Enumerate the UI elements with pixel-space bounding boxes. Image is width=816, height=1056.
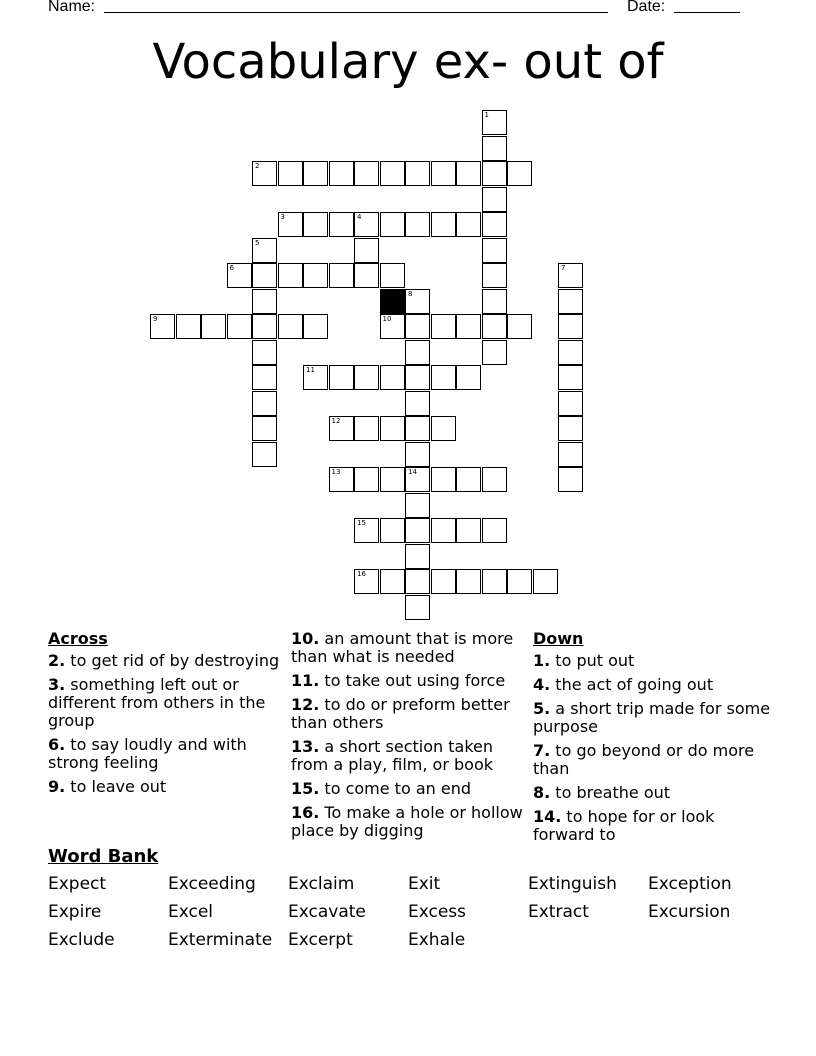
clue-number: 5. [533,699,551,718]
clue-number: 13. [291,737,320,756]
grid-cell[interactable] [354,212,379,237]
word-bank-word: Excursion [648,902,731,922]
word-bank-word: Excel [168,902,214,922]
clue [533,808,773,844]
cell-number: 13 [331,468,341,476]
grid-cell[interactable] [380,416,405,441]
word-bank-row [48,930,768,958]
clue-number: 8. [533,783,551,802]
grid-cell[interactable] [354,365,379,390]
clue [291,630,523,666]
clue-number: 7. [533,741,551,760]
clue-text: to breathe out [550,783,671,802]
grid-cell[interactable] [252,238,277,263]
grid-cell[interactable] [380,161,405,186]
grid-cell[interactable] [329,416,354,441]
down-heading: Down [533,629,584,648]
cell-number: 16 [357,570,366,578]
grid-cell[interactable] [405,595,430,620]
down-column [533,630,773,850]
clue-number: 11. [291,671,320,690]
grid-cell[interactable] [456,365,481,390]
grid-cell[interactable] [354,569,379,594]
word-bank-title: Word Bank [48,846,159,867]
clue [533,676,773,694]
cell-number: 7 [561,264,566,272]
clue-number: 6. [48,735,66,754]
clue [533,742,773,778]
grid-cell[interactable] [252,314,277,339]
clue-number: 10. [291,629,320,648]
grid-cell[interactable] [482,136,507,161]
clue-text: a short section taken from a play, film, or book [291,737,493,774]
grid-cell[interactable] [354,161,379,186]
clue-number: 16. [291,803,320,822]
cell-number: 9 [153,315,158,323]
grid-cell[interactable] [456,314,481,339]
grid-cell[interactable] [278,212,303,237]
clue [291,696,523,732]
clue [48,778,280,796]
grid-cell[interactable] [558,289,583,314]
grid-cell[interactable] [380,518,405,543]
page-title: Vocabulary ex- out of [152,34,664,90]
grid-cell[interactable] [558,467,583,492]
grid-cell[interactable] [482,467,507,492]
grid-cell[interactable] [354,416,379,441]
grid-cell[interactable] [405,365,430,390]
word-bank-row [48,874,768,902]
clue-text: the act of going out [550,675,714,694]
across-column-2 [291,630,523,846]
cell-number: 14 [408,468,417,476]
across-column-1 [48,630,280,802]
grid-cell[interactable] [456,518,481,543]
grid-cell[interactable] [252,289,277,314]
grid-cell[interactable] [278,161,303,186]
word-bank-word: Exterminate [168,930,273,950]
grid-cell[interactable] [380,569,405,594]
clue [291,804,523,840]
clue-number: 15. [291,779,320,798]
grid-cell[interactable] [329,467,354,492]
clue-text: to do or preform better than others [291,695,510,732]
clue-number: 14. [533,807,562,826]
grid-cell[interactable] [405,416,430,441]
grid-cell[interactable] [482,518,507,543]
grid-cell[interactable] [482,238,507,263]
grid-cell[interactable] [380,314,405,339]
grid-cell[interactable] [354,238,379,263]
clue [291,738,523,774]
grid-cell[interactable] [456,212,481,237]
grid-cell[interactable] [405,314,430,339]
cell-number: 8 [408,289,413,298]
clue-text: to come to an end [319,779,471,798]
grid-cell[interactable] [558,442,583,467]
date-label: Date: [627,0,666,15]
word-bank-word: Exception [648,874,732,894]
grid-cell[interactable] [405,493,430,518]
grid-cell[interactable] [507,161,532,186]
grid-block [380,289,405,314]
grid-cell[interactable] [303,365,328,390]
grid-cell[interactable] [558,365,583,390]
grid-cell[interactable] [431,314,456,339]
cell-number: 3 [280,213,285,221]
word-bank-row [48,902,768,930]
grid-cell[interactable] [431,569,456,594]
clue [48,736,280,772]
clue-text: to get rid of by destroying [65,651,280,670]
clue-text: to leave out [65,777,167,796]
across-heading: Across [48,629,108,648]
word-bank-word: Exclaim [288,874,355,894]
clue [533,700,773,736]
grid-cell[interactable] [482,569,507,594]
grid-cell[interactable] [252,340,277,365]
clue-number: 1. [533,651,551,670]
grid-cell[interactable] [482,110,507,135]
word-bank-word: Exclude [48,930,115,950]
grid-cell[interactable] [405,442,430,467]
clue-text: something left out or different from others in the group [48,675,266,730]
word-bank-word: Exit [408,874,441,894]
word-bank-word: Excavate [288,902,366,922]
clue-text: to go beyond or do more than [533,741,755,778]
grid-cell[interactable] [227,314,252,339]
grid-cell[interactable] [354,263,379,288]
grid-cell[interactable] [431,467,456,492]
grid-cell[interactable] [482,263,507,288]
grid-cell[interactable] [303,161,328,186]
name-label: Name: [48,0,96,15]
grid-cell[interactable] [354,518,379,543]
grid-cell[interactable] [405,518,430,543]
grid-cell[interactable] [329,212,354,237]
grid-cell[interactable] [558,416,583,441]
grid-cell[interactable] [405,569,430,594]
grid-cell[interactable] [405,391,430,416]
grid-cell[interactable] [558,263,583,288]
grid-cell[interactable] [176,314,201,339]
grid-cell[interactable] [354,467,379,492]
grid-cell[interactable] [405,161,430,186]
clue-number: 2. [48,651,66,670]
grid-cell[interactable] [380,365,405,390]
grid-cell[interactable] [456,569,481,594]
clue [291,780,523,798]
grid-cell[interactable] [431,212,456,237]
word-bank-word: Extract [528,902,589,922]
grid-cell[interactable] [431,416,456,441]
word-bank-word: Excess [408,902,467,922]
grid-cell[interactable] [380,212,405,237]
grid-cell[interactable] [252,391,277,416]
grid-cell[interactable] [482,289,507,314]
grid-cell[interactable] [482,187,507,212]
word-bank [48,874,768,958]
clue [533,652,773,670]
grid-cell[interactable] [431,161,456,186]
grid-cell[interactable] [558,314,583,339]
cell-number: 6 [229,264,234,272]
grid-cell[interactable] [252,263,277,288]
clue-number: 12. [291,695,320,714]
clue-text: to put out [550,651,635,670]
clue-text: an amount that is more than what is needed [291,629,514,666]
cell-number: 4 [357,213,362,221]
clue [48,676,280,730]
clue-text: a short trip made for some purpose [533,699,771,736]
grid-cell[interactable] [405,212,430,237]
clue [533,784,773,802]
grid-cell[interactable] [329,263,354,288]
grid-cell[interactable] [227,263,252,288]
grid-cell[interactable] [482,212,507,237]
grid-cell[interactable] [558,340,583,365]
grid-cell[interactable] [405,289,430,314]
clue-text: to say loudly and with strong feeling [48,735,247,772]
clue-number: 4. [533,675,551,694]
cell-number: 2 [255,162,260,170]
grid-cell[interactable] [482,161,507,186]
grid-cell[interactable] [405,544,430,569]
grid-cell[interactable] [456,467,481,492]
cell-number: 10 [382,315,392,323]
grid-cell[interactable] [329,365,354,390]
clue-text: to hope for or look forward to [533,807,715,844]
grid-cell[interactable] [405,467,430,492]
clue-text: to take out using force [319,671,506,690]
clue-text: To make a hole or hollow place by digging [291,803,523,840]
word-bank-word: Extinguish [528,874,617,894]
grid-cell[interactable] [201,314,226,339]
word-bank-word: Exhale [408,930,466,950]
word-bank-word: Excerpt [288,930,353,950]
grid-cell[interactable] [150,314,175,339]
grid-cell[interactable] [482,340,507,365]
grid-cell[interactable] [329,161,354,186]
grid-cell[interactable] [380,263,405,288]
cell-number: 1 [484,111,489,119]
clue-number: 9. [48,777,66,796]
grid-cell[interactable] [380,467,405,492]
word-bank-word: Exceeding [168,874,256,894]
cell-number: 11 [306,366,315,374]
grid-cell[interactable] [278,314,303,339]
grid-cell[interactable] [482,314,507,339]
cell-number: 15 [357,519,366,527]
word-bank-word: Expire [48,902,102,922]
clue-number: 3. [48,675,66,694]
grid-cell[interactable] [558,391,583,416]
grid-cell[interactable] [278,263,303,288]
grid-cell[interactable] [303,212,328,237]
grid-cell[interactable] [252,442,277,467]
word-bank-word: Expect [48,874,107,894]
grid-cell[interactable] [303,314,328,339]
grid-cell[interactable] [456,161,481,186]
grid-cell[interactable] [431,365,456,390]
grid-cell[interactable] [431,518,456,543]
grid-cell[interactable] [303,263,328,288]
grid-cell[interactable] [507,314,532,339]
cell-number: 12 [331,417,341,425]
grid-cell[interactable] [252,416,277,441]
clue [291,672,523,690]
clue [48,652,280,670]
grid-cell[interactable] [252,161,277,186]
grid-cell[interactable] [252,365,277,390]
grid-cell[interactable] [405,340,430,365]
cell-number: 5 [255,238,260,247]
grid-cell[interactable] [507,569,532,594]
grid-cell[interactable] [533,569,558,594]
